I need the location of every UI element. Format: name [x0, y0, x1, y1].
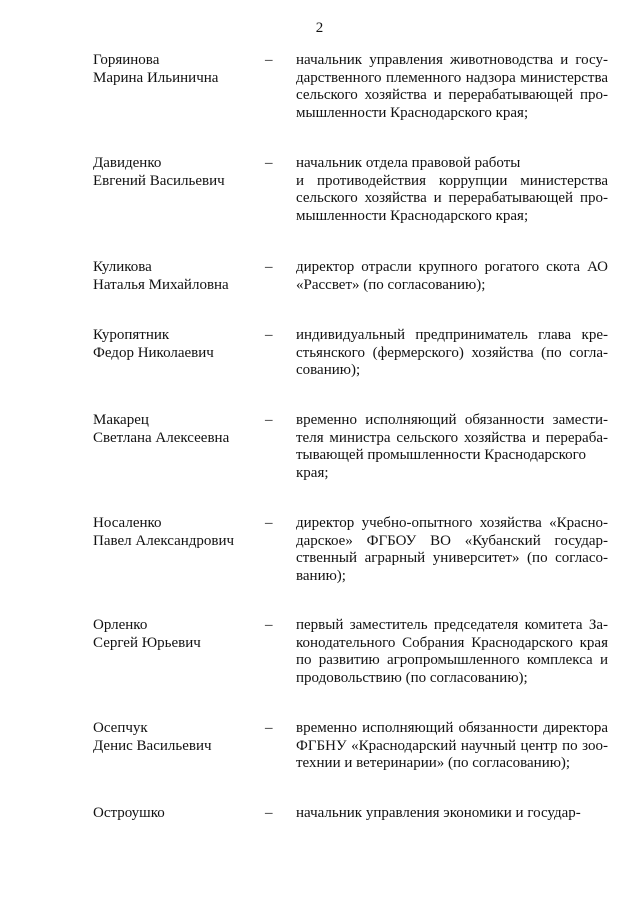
member-position — [296, 515, 608, 585]
position-line: директор отрасли крупного рогатого скота АО — [296, 259, 608, 275]
position-line: края; — [296, 464, 329, 481]
position-line: временно исполняющий обязанности замести- — [296, 412, 608, 428]
member-name — [93, 412, 229, 447]
position-line: ственный аграрный университет» (по согласо- — [296, 550, 608, 566]
position-line: ФГБНУ «Краснодарский научный центр по зоо- — [296, 737, 608, 754]
member-surname: Осепчук — [93, 720, 148, 736]
position-line: ванию); — [296, 567, 346, 584]
position-line: начальник отдела правовой работы — [296, 155, 521, 171]
dash-separator: – — [265, 155, 273, 171]
member-position — [296, 805, 608, 823]
position-line: конодательного Собрания Краснодарского края — [296, 634, 608, 651]
member-given-name: Федор Николаевич — [93, 344, 214, 361]
member-given-name: Сергей Юрьевич — [93, 634, 201, 651]
dash-separator: – — [265, 327, 273, 343]
member-name — [93, 155, 225, 190]
position-line: сельского хозяйства и перерабатывающей про- — [296, 190, 608, 206]
member-position — [296, 52, 608, 122]
member-name — [93, 327, 214, 362]
member-surname: Давиденко — [93, 155, 162, 171]
member-surname: Носаленко — [93, 515, 162, 531]
position-line: и противодействия коррупции министерства — [296, 172, 608, 189]
position-line: мышленности Краснодарского края; — [296, 207, 529, 224]
member-surname: Орленко — [93, 617, 148, 633]
member-name — [93, 52, 218, 87]
position-line: индивидуальный предприниматель глава кре- — [296, 327, 608, 343]
member-given-name: Евгений Васильевич — [93, 172, 225, 189]
dash-separator: – — [265, 52, 273, 68]
member-given-name: Павел Александрович — [93, 532, 235, 549]
member-name — [93, 805, 165, 823]
member-position — [296, 327, 608, 380]
position-line: технии и ветеринарии» (по согласованию); — [296, 755, 571, 771]
position-line: сованию); — [296, 362, 361, 378]
position-line: «Рассвет» (по согласованию); — [296, 276, 486, 293]
position-line: стьянского (фермерского) хозяйства (по согла- — [296, 344, 608, 361]
dash-separator: – — [265, 805, 273, 821]
member-given-name: Марина Ильинична — [93, 69, 219, 86]
member-surname: Макарец — [93, 412, 149, 428]
dash-separator: – — [265, 617, 273, 633]
member-position — [296, 155, 608, 225]
member-surname: Куликова — [93, 259, 152, 275]
position-line: тывающей промышленности Краснодарского — [296, 447, 586, 463]
member-surname: Горяинова — [93, 52, 160, 68]
position-line: дарское» ФГБОУ ВО «Кубанский государ- — [296, 532, 608, 549]
position-line: мышленности Краснодарского края; — [296, 104, 529, 121]
position-line: начальник управления животноводства и госу- — [296, 52, 608, 68]
dash-separator: – — [265, 720, 273, 736]
position-line: теля министра сельского хозяйства и перераба- — [296, 429, 608, 446]
member-given-name: Светлана Алексеевна — [93, 429, 230, 446]
position-line: директор учебно-опытного хозяйства «Красно- — [296, 515, 608, 531]
position-line: начальник управления экономики и государ- — [296, 805, 581, 821]
position-line: продовольствию (по согласованию); — [296, 669, 528, 686]
dash-separator: – — [265, 259, 273, 275]
page-number: 2 — [315, 20, 324, 36]
dash-separator: – — [265, 412, 273, 428]
member-surname: Остроушко — [93, 805, 165, 821]
member-given-name: Денис Васильевич — [93, 737, 212, 754]
position-line: временно исполняющий обязанности директора — [296, 720, 608, 736]
member-given-name: Наталья Михайловна — [93, 276, 229, 293]
member-position — [296, 259, 608, 294]
member-position — [296, 617, 608, 687]
dash-separator: – — [265, 515, 273, 531]
member-name — [93, 617, 201, 652]
position-line: первый заместитель председателя комитета За- — [296, 617, 608, 633]
member-name — [93, 720, 212, 755]
member-position — [296, 720, 608, 773]
position-line: дарственного племенного надзора министерства — [296, 69, 608, 86]
member-name — [93, 259, 229, 294]
member-name — [93, 515, 234, 550]
member-position — [296, 412, 608, 482]
position-line: по развитию агропромышленного комплекса и — [296, 652, 608, 668]
position-line: сельского хозяйства и перерабатывающей про- — [296, 87, 608, 103]
member-surname: Куропятник — [93, 327, 170, 343]
